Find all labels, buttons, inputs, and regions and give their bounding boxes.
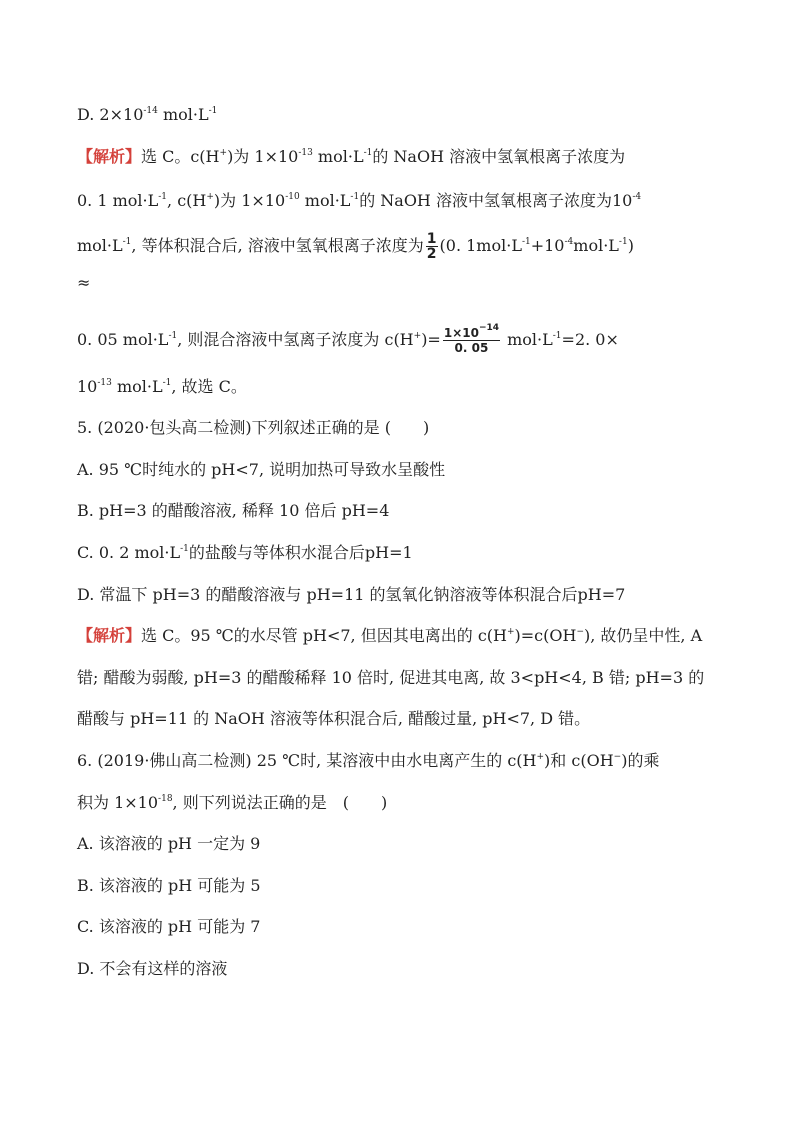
fraction-half bbox=[426, 232, 438, 261]
text: mol·L bbox=[157, 105, 209, 124]
superscript: -1 bbox=[618, 237, 628, 247]
analysis-tag: 【解析】 bbox=[77, 626, 142, 645]
superscript: -1 bbox=[180, 544, 189, 554]
question-6-option-d: D. 不会有这样的溶液 bbox=[77, 959, 228, 978]
text: mol·L bbox=[299, 191, 351, 210]
superscript: -1 bbox=[350, 192, 360, 202]
superscript: -1 bbox=[158, 192, 168, 202]
analysis-4-line-1 bbox=[77, 146, 625, 168]
superscript: -1 bbox=[122, 237, 132, 247]
analysis-4-line-4: ≈ bbox=[77, 273, 91, 292]
text: 选 C。c(H bbox=[141, 147, 220, 166]
question-6-option-a: A. 该溶液的 pH 一定为 9 bbox=[77, 834, 261, 853]
superscript: -13 bbox=[298, 148, 313, 158]
analysis-5-line-1 bbox=[77, 625, 702, 647]
text: , 等体积混合后, 溶液中氢氧根离子浓度为 bbox=[131, 236, 424, 255]
question-6-option-b: B. 该溶液的 pH 可能为 5 bbox=[77, 876, 261, 895]
text: 0. 05 mol·L bbox=[77, 330, 169, 349]
superscript: + bbox=[536, 752, 545, 762]
superscript: -1 bbox=[552, 331, 562, 341]
question-6-stem-line-2 bbox=[77, 792, 387, 814]
text: 0. 1 mol·L bbox=[77, 191, 159, 210]
text: , 则下列说法正确的是 ( ) bbox=[172, 793, 388, 812]
fraction-numerator: 1 bbox=[426, 231, 437, 247]
text: mol·L bbox=[502, 330, 553, 349]
question-5-option-b: B. pH=3 的醋酸溶液, 稀释 10 倍后 pH=4 bbox=[77, 501, 390, 520]
text: , 故选 C。 bbox=[171, 377, 247, 396]
superscript: -14 bbox=[143, 106, 158, 116]
superscript: -1 bbox=[168, 331, 178, 341]
text: ) bbox=[627, 236, 634, 255]
text: 的 NaOH 溶液中氢氧根离子浓度为10 bbox=[359, 191, 633, 210]
fraction-numerator bbox=[443, 323, 500, 341]
text: )的乘 bbox=[621, 751, 660, 770]
text: C. 0. 2 mol·L bbox=[77, 543, 181, 562]
text: +10 bbox=[530, 236, 565, 255]
analysis-4-line-6 bbox=[77, 376, 247, 398]
superscript: -1 bbox=[162, 378, 172, 388]
q4-option-d bbox=[77, 104, 217, 126]
question-6-stem-line-1 bbox=[77, 750, 659, 772]
superscript: -4 bbox=[564, 237, 574, 247]
superscript: -4 bbox=[632, 192, 642, 202]
analysis-4-line-2 bbox=[77, 190, 641, 212]
text: , 则混合溶液中氢离子浓度为 c(H bbox=[177, 330, 414, 349]
superscript: + bbox=[413, 331, 422, 341]
text: 选 C。95 ℃的水尽管 pH<7, 但因其电离出的 c(H bbox=[141, 626, 507, 645]
superscript: -1 bbox=[363, 148, 373, 158]
superscript: + bbox=[206, 192, 214, 202]
question-5-option-c bbox=[77, 542, 413, 564]
question-5-option-a: A. 95 ℃时纯水的 pH<7, 说明加热可导致水呈酸性 bbox=[77, 460, 446, 479]
superscript: -1 bbox=[521, 237, 531, 247]
analysis-5-line-3: 醋酸与 pH=11 的 NaOH 溶液等体积混合后, 醋酸过量, pH<7, D 错。 bbox=[77, 709, 591, 728]
analysis-4-line-5 bbox=[77, 322, 619, 358]
superscript: − bbox=[613, 752, 622, 762]
text: )为 1×10 bbox=[213, 191, 286, 210]
text: , c(H bbox=[167, 191, 207, 210]
question-5-option-d: D. 常温下 pH=3 的醋酸溶液与 pH=11 的氢氧化钠溶液等体积混合后pH=7 bbox=[77, 585, 626, 604]
superscript: −14 bbox=[478, 323, 500, 333]
fraction-denominator: 0. 05 bbox=[454, 341, 489, 355]
text: 的盐酸与等体积水混合后pH=1 bbox=[188, 543, 413, 562]
text: 10 bbox=[77, 377, 98, 396]
analysis-tag: 【解析】 bbox=[77, 147, 142, 166]
text: 1×10 bbox=[443, 326, 479, 340]
text: )为 1×10 bbox=[227, 147, 299, 166]
superscript: -1 bbox=[208, 106, 218, 116]
question-6-option-c: C. 该溶液的 pH 可能为 7 bbox=[77, 917, 261, 936]
text: 的 NaOH 溶液中氢氧根离子浓度为 bbox=[372, 147, 626, 166]
superscript: + bbox=[506, 627, 515, 637]
analysis-4-line-3 bbox=[77, 229, 634, 263]
text: D. 2×10 bbox=[77, 105, 144, 124]
text: =2. 0× bbox=[561, 330, 619, 349]
text: mol·L bbox=[111, 377, 163, 396]
superscript: − bbox=[576, 627, 584, 637]
text: mol·L bbox=[573, 236, 619, 255]
text: mol·L bbox=[77, 236, 123, 255]
text: )= bbox=[421, 330, 441, 349]
superscript: + bbox=[219, 148, 228, 158]
superscript: -18 bbox=[158, 794, 173, 804]
text: )和 c(OH bbox=[544, 751, 614, 770]
question-5-stem: 5. (2020·包头高二检测)下列叙述正确的是 ( ) bbox=[77, 418, 430, 437]
superscript: -10 bbox=[285, 192, 300, 202]
text: ), 故仍呈中性, A bbox=[584, 626, 703, 645]
text: mol·L bbox=[312, 147, 364, 166]
superscript: -13 bbox=[97, 378, 112, 388]
text: 6. (2019·佛山高二检测) 25 ℃时, 某溶液中由水电离产生的 c(H bbox=[77, 751, 537, 770]
text: )=c(OH bbox=[514, 626, 577, 645]
text: 积为 1×10 bbox=[77, 793, 159, 812]
fraction-denominator: 2 bbox=[426, 246, 437, 262]
fraction-h-concentration bbox=[443, 323, 500, 355]
analysis-5-line-2: 错; 醋酸为弱酸, pH=3 的醋酸稀释 10 倍时, 促进其电离, 故 3<pH<4, B 错; pH=3 的 bbox=[77, 668, 705, 687]
text: (0. 1mol·L bbox=[439, 236, 522, 255]
